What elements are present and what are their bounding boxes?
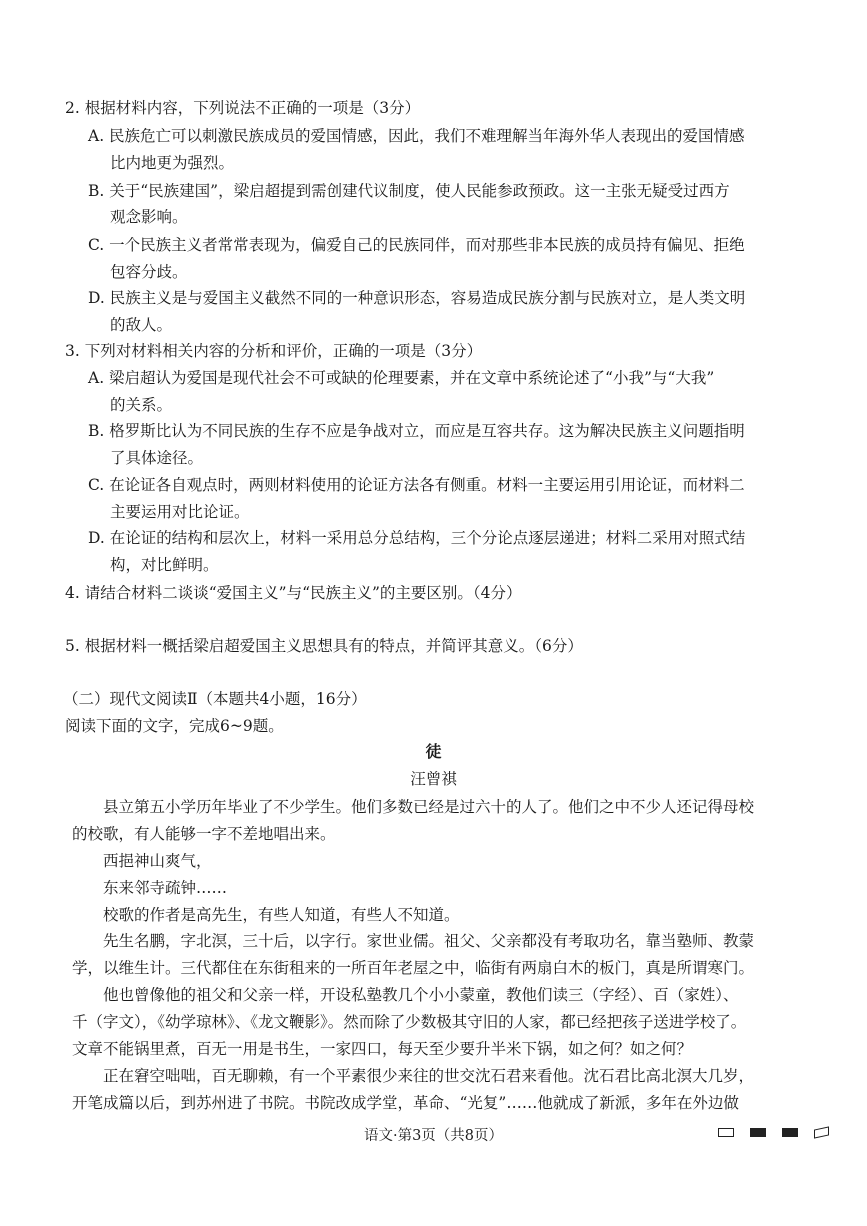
article-paragraph-line: 校歌的作者是高先生，有些人知道，有些人不知道。 bbox=[103, 906, 460, 924]
question-3-option-d-cont: 构，对比鲜明。 bbox=[110, 556, 219, 574]
question-3-option-b: B. 格罗斯比认为不同民族的生存不应是争战对立，而应是互容共存。这为解决民族主义问题指明 bbox=[88, 422, 745, 440]
question-2-option-c: C. 一个民族主义者常常表现为，偏爱自己的民族同伴，而对那些非本民族的成员持有偏见、拒绝 bbox=[88, 236, 745, 254]
article-paragraph-line: 正在窘空咄咄，百无聊赖，有一个平素很少来往的世交沈石君来看他。沈石君比高北溟大几岁， bbox=[103, 1067, 755, 1085]
article-paragraph-line: 的校歌，有人能够一字不差地唱出来。 bbox=[72, 825, 336, 843]
article-paragraph-line: 千（字文），《幼学琼林》、《龙文鞭影》。然而除了少数极其守旧的人家，都已经把孩子送进学校了。 bbox=[72, 1013, 747, 1031]
question-3-option-a: A. 梁启超认为爱国是现代社会不可或缺的伦理要素，并在文章中系统论述了“小我”与“大我” bbox=[88, 369, 715, 387]
question-3-option-c: C. 在论证各自观点时，两则材料使用的论证方法各有侧重。材料一主要运用引用论证，而材料二 bbox=[88, 476, 745, 494]
question-2-option-a-cont: 比内地更为强烈。 bbox=[110, 154, 235, 172]
question-2-option-c-cont: 包容分歧。 bbox=[110, 263, 188, 281]
section-title: （二）现代文阅读Ⅱ（本题共4小题，16分） bbox=[63, 690, 367, 708]
question-2-option-a: A. 民族危亡可以刺激民族成员的爱国情感，因此，我们不难理解当年海外华人表现出的爱国情感 bbox=[88, 127, 745, 145]
article-verse-line: 西挹神山爽气， bbox=[103, 852, 212, 870]
question-2-option-d: D. 民族主义是与爱国主义截然不同的一种意识形态，容易造成民族分割与民族对立，是人类文明 bbox=[88, 289, 746, 307]
page-footer: 语文·第3页（共8页） bbox=[363, 1128, 504, 1144]
question-4-stem: 4. 请结合材料二谈谈“爱国主义”与“民族主义”的主要区别。（4分） bbox=[65, 584, 522, 602]
reading-instruction: 阅读下面的文字，完成6~9题。 bbox=[65, 717, 284, 735]
question-2-option-d-cont: 的敌人。 bbox=[110, 316, 173, 334]
solid-square-mark-icon bbox=[782, 1128, 798, 1137]
article-paragraph-line: 开笔成篇以后，到苏州进了书院。书院改成学堂，革命、“光复”……他就成了新派，多年在外边做 bbox=[72, 1094, 739, 1112]
solid-square-mark-icon bbox=[750, 1128, 766, 1137]
article-author: 汪曾祺 bbox=[410, 770, 457, 788]
hollow-square-mark-icon bbox=[718, 1128, 734, 1137]
footer-marks bbox=[718, 1128, 829, 1137]
question-3-option-b-cont: 了具体途径。 bbox=[110, 449, 204, 467]
article-paragraph-line: 他也曾像他的祖父和父亲一样，开设私塾教几个小小蒙童，教他们读三（字经）、百（家姓）、 bbox=[103, 986, 739, 1004]
slanted-square-mark-icon bbox=[814, 1126, 829, 1138]
article-paragraph-line: 先生名鹏，字北溟，三十后，以字行。家世业儒。祖父、父亲都没有考取功名，靠当塾师、教蒙 bbox=[103, 932, 755, 950]
question-2-option-b: B. 关于“民族建国”，梁启超提到需创建代议制度，使人民能参政预政。这一主张无疑受过西方 bbox=[88, 182, 730, 200]
question-2-stem: 2. 根据材料内容，下列说法不正确的一项是（3分） bbox=[65, 99, 421, 117]
question-5-stem: 5. 根据材料一概括梁启超爱国主义思想具有的特点，并简评其意义。（6分） bbox=[65, 637, 583, 655]
article-paragraph-line: 文章不能锅里煮，百无一用是书生，一家四口，每天至少要升半米下锅，如之何？如之何？ bbox=[72, 1040, 693, 1058]
question-3-option-d: D. 在论证的结构和层次上，材料一采用总分总结构，三个分论点逐层递进；材料二采用对照式结 bbox=[88, 529, 746, 547]
article-paragraph-line: 学，以维生计。三代都住在东街租来的一所百年老屋之中，临街有两扇白木的板门，真是所谓寒门。 bbox=[72, 959, 755, 977]
article-verse-line: 东来邻寺疏钟…… bbox=[103, 879, 228, 897]
question-2-option-b-cont: 观念影响。 bbox=[110, 208, 188, 226]
question-3-option-a-cont: 的关系。 bbox=[110, 396, 173, 414]
question-3-option-c-cont: 主要运用对比论证。 bbox=[110, 503, 250, 521]
article-paragraph-line: 县立第五小学历年毕业了不少学生。他们多数已经是过六十的人了。他们之中不少人还记得母校 bbox=[103, 798, 755, 816]
article-title: 徒 bbox=[425, 742, 442, 761]
question-3-stem: 3. 下列对材料相关内容的分析和评价，正确的一项是（3分） bbox=[65, 342, 483, 360]
